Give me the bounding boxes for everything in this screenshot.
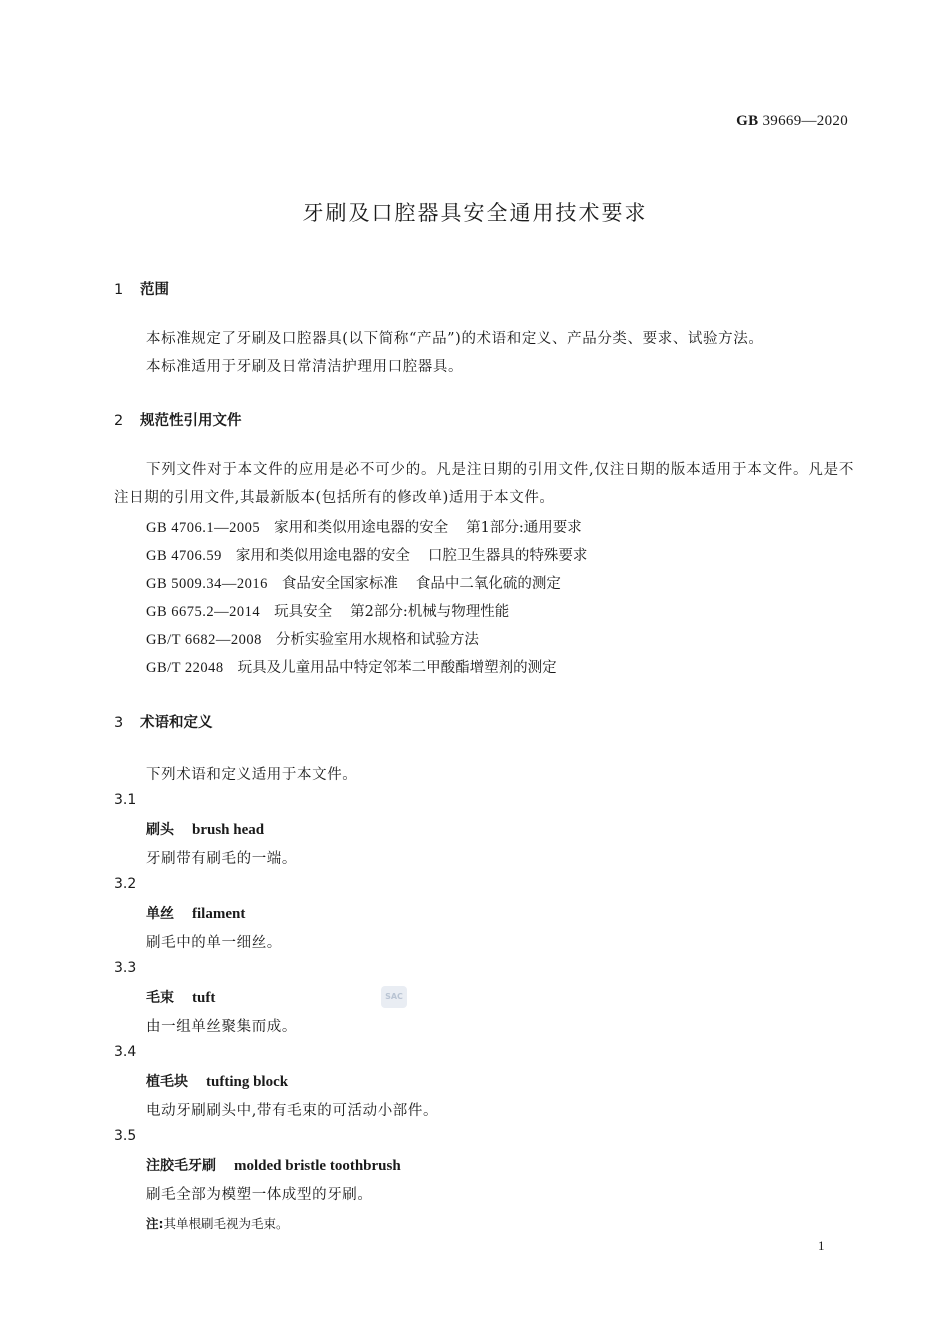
- reference-code: GB/T 22048: [146, 660, 224, 676]
- term-chinese: 刷头: [146, 822, 174, 838]
- scope-paragraph-2: 本标准适用于牙刷及日常清洁护理用口腔器具。: [146, 359, 464, 375]
- reference-code: GB 6675.2—2014: [146, 604, 261, 620]
- reference-title: 玩具及儿童用品中特定邻苯二甲酸酯增塑剂的测定: [237, 660, 557, 676]
- section-heading-normative-references: [114, 409, 242, 430]
- term-name: [146, 1071, 288, 1091]
- reference-subtitle: 第1部分:通用要求: [466, 520, 582, 536]
- document-title: 牙刷及口腔器具安全通用技术要求: [302, 201, 648, 225]
- section-number: 2: [114, 413, 124, 429]
- term-english: brush head: [192, 822, 265, 838]
- reference-subtitle: 第2部分:机械与物理性能: [350, 604, 510, 620]
- reference-title: 家用和类似用途电器的安全: [274, 520, 449, 536]
- term-definition: 牙刷带有刷毛的一端。: [146, 851, 297, 867]
- note-text: 其单根刷毛视为毛束。: [163, 1216, 289, 1231]
- term-definition: 由一组单丝聚集而成。: [146, 1019, 297, 1035]
- term-english: tuft: [192, 990, 216, 1006]
- reference-title: 食品安全国家标准: [281, 576, 398, 592]
- term-english: tufting block: [206, 1074, 289, 1090]
- reference-code: GB 4706.59: [146, 548, 222, 564]
- reference-title: 家用和类似用途电器的安全: [235, 548, 410, 564]
- note-label: 注:: [146, 1216, 164, 1231]
- scope-paragraph-1: 本标准规定了牙刷及口腔器具(以下简称“产品”)的术语和定义、产品分类、要求、试验方法。: [146, 331, 764, 347]
- term-english: molded bristle toothbrush: [234, 1158, 401, 1174]
- normative-intro-paragraph: 下列文件对于本文件的应用是必不可少的。凡是注日期的引用文件,仅注日期的版本适用于本文件。凡是不注日期的引用文件,其最新版本(包括所有的修改单)适用于本文件。: [114, 462, 854, 506]
- term-definition: 刷毛全部为模塑一体成型的牙刷。: [146, 1187, 373, 1203]
- standard-number: 39669—2020: [762, 113, 848, 129]
- term-chinese: 植毛块: [146, 1074, 188, 1090]
- section-heading-scope: [114, 278, 169, 299]
- reference-subtitle: 口腔卫生器具的特殊要求: [427, 548, 588, 564]
- term-name: [146, 819, 264, 839]
- reference-title: 玩具安全: [274, 604, 333, 620]
- term-number: 3.1: [114, 792, 137, 808]
- term-chinese: 单丝: [146, 906, 174, 922]
- reference-title: 分析实验室用水规格和试验方法: [275, 632, 479, 648]
- reference-item: [146, 600, 509, 621]
- term-note: [146, 1214, 289, 1232]
- terms-intro-paragraph: 下列术语和定义适用于本文件。: [146, 767, 358, 783]
- reference-item: [146, 572, 561, 593]
- section-heading-terms-and-definitions: [114, 711, 213, 732]
- reference-code: GB/T 6682—2008: [146, 632, 262, 648]
- term-english: filament: [192, 906, 246, 922]
- sac-watermark-logo: SAC: [381, 986, 407, 1008]
- term-number: 3.4: [114, 1044, 137, 1060]
- standard-code: [736, 113, 848, 130]
- term-number: 3.2: [114, 876, 137, 892]
- reference-item: [146, 516, 582, 537]
- section-title: 规范性引用文件: [140, 413, 242, 429]
- term-definition: 刷毛中的单一细丝。: [146, 935, 282, 951]
- section-title: 术语和定义: [140, 715, 213, 731]
- term-definition: 电动牙刷刷头中,带有毛束的可活动小部件。: [146, 1103, 439, 1119]
- reference-item: [146, 628, 479, 649]
- section-number: 1: [114, 282, 124, 298]
- term-name: [146, 1155, 401, 1175]
- term-number: 3.5: [114, 1128, 137, 1144]
- reference-subtitle: 食品中二氧化硫的测定: [415, 576, 561, 592]
- reference-code: GB 4706.1—2005: [146, 520, 261, 536]
- section-title: 范围: [140, 282, 169, 298]
- section-number: 3: [114, 715, 124, 731]
- term-name: [146, 987, 215, 1007]
- term-name: [146, 903, 245, 923]
- term-chinese: 毛束: [146, 990, 174, 1006]
- term-chinese: 注胶毛牙刷: [146, 1158, 216, 1174]
- page-number: 1: [818, 1238, 825, 1253]
- reference-item: [146, 544, 587, 565]
- term-number: 3.3: [114, 960, 137, 976]
- reference-item: [146, 656, 557, 677]
- reference-code: GB 5009.34—2016: [146, 576, 268, 592]
- standard-prefix: GB: [736, 113, 759, 129]
